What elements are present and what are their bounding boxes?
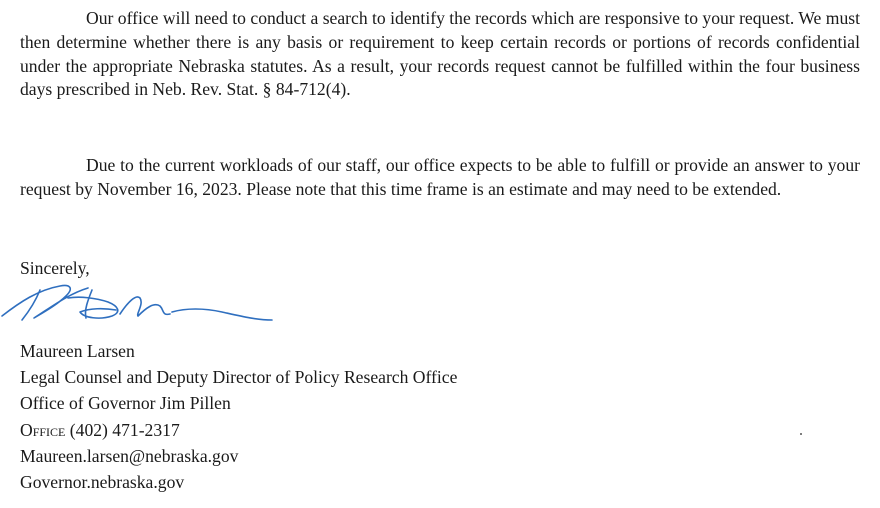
signer-title: Legal Counsel and Deputy Director of Policy Research Office — [20, 367, 458, 388]
paragraph-search-notice: Our office will need to conduct a search to identify the records which are responsive to your request. We must then determine whether there is any basis or requirement to keep certain records or portions of records confidential under the appropriate Nebraska statutes. As a result, your records request cannot be fulfilled within the four business days prescribed in Neb. Rev. Stat. § 84-712(4). — [20, 8, 860, 100]
signer-phone — [20, 417, 457, 443]
phone-label: Office — [20, 419, 66, 440]
signer-name: Maureen Larsen — [20, 341, 135, 361]
signer-email: Maureen.larsen@nebraska.gov — [20, 445, 239, 466]
signer-office: Office of Governor Jim Pillen — [20, 393, 231, 414]
paragraph-estimated-date: Due to the current workloads of our staff, our office expects to be able to fulfill or provide an answer to your request by November 16, 2023. Please note that this time frame is an estimate and may need to be extended. — [20, 155, 860, 199]
closing-salutation: Sincerely, — [20, 258, 90, 278]
signer-website: Governor.nebraska.gov — [20, 472, 185, 493]
scan-speck — [800, 433, 802, 435]
phone-number: (402) 471-2317 — [69, 419, 180, 440]
signature-block — [20, 338, 457, 495]
handwritten-signature — [0, 268, 290, 338]
